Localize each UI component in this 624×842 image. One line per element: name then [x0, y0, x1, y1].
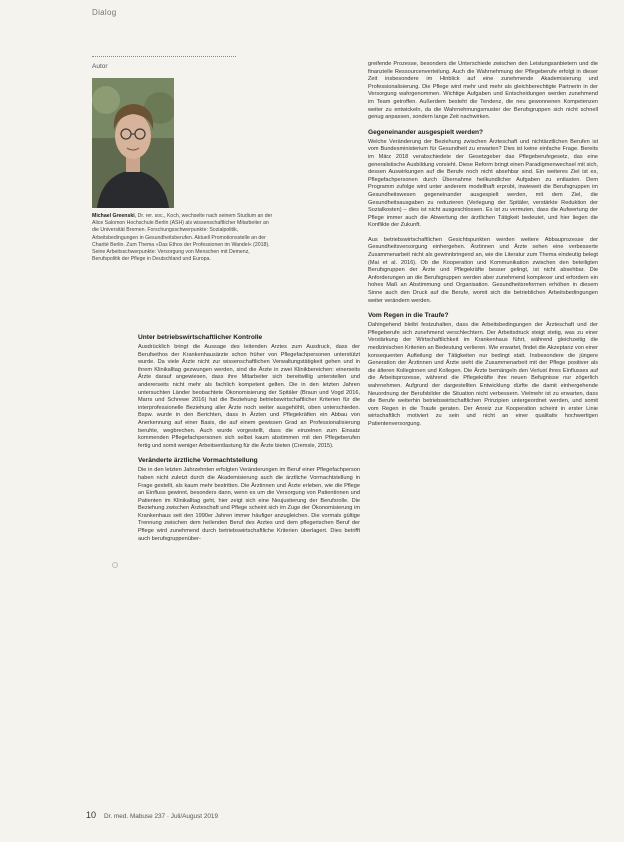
author-bio	[92, 213, 276, 263]
margin-hole	[112, 562, 118, 568]
separator-line	[92, 56, 236, 57]
text-column-left	[138, 334, 360, 543]
author-label: Autor	[92, 63, 108, 70]
paragraph: greifende Prozesse, besonders die Unterschiede zwischen den Leistungsanbietern und die finanzielle Ressourcenverteilung. Auch die Wahrnehmung der Pflegeberufe erfolgt in dieser Zeit insbesondere im Hinblick auf eine zunehmende Akademisierung und Professionalisierung. Die Pflege wird mehr und mehr als gleichberechtigte Partnerin in der Versorgung wahrgenommen. Wichtige Aufgaben und Entscheidungen werden zunehmend im Team getroffen. Außerdem besteht die Tendenz, die neu gewonnenen Kompetenzen weiter zu entwickeln, da die Wahrnehmungsmuster der Berufsgruppen sich nicht schnell genug anpassen, sondern lange Zeit nachwirken.	[368, 61, 598, 121]
heading-vom-regen-in-die-traufe: Vom Regen in die Traufe?	[368, 312, 449, 320]
author-name: Michael Greenski	[92, 213, 135, 219]
heading-aerztliche-vormachtstellung: Veränderte ärztliche Vormachtstellung	[138, 457, 258, 465]
heading-betriebswirtschaftlicher-kontrolle: Unter betriebswirtschaftlicher Kontrolle	[138, 334, 263, 341]
journal-info: Dr. med. Mabuse 237 · Juli/August 2019	[104, 813, 219, 820]
heading-gegeneinander-ausgespielt: Gegeneinander ausgespielt werden?	[368, 128, 484, 136]
paragraph: Welche Veränderung der Beziehung zwischen Ärzteschaft und nichtärztlichen Berufen ist vom Bundesministerium für Gesundheit zu erwarten? Dies ist keine einfache Frage. Bereits im März 2018 verabschiedete der Gesetzgeber das Pflegeberufegesetz, das eine generalistische Ausbildung vorsieht. Diese Reform bringt einen Paradigmenwechsel mit sich, dessen Auswirkungen auf die Berufe noch nicht absehbar sind. Ein weiteres Ziel ist es, Pflegefachpersonen durch Übernahme heilkundlicher Aufgaben zu entlasten. Dem Programm zufolge wird unter anderem modellhaft erprobt, inwieweit die Berufsgruppen im Gesundheitswesen gegeneinander ausgespielt werden, mit dem Ziel, die Gesundheitsausgaben zu reduzieren (Verlegung der Spitäler, verstärkte Reduktion der Sozialkosten) – dies ist nicht ausgeschlossen. Es ist zu vermuten, dass die Aufwertung der Pflege immer auch die Abwertung der ärztlichen Tätigkeit bedeutet, und hier liegen die Konflikte der Zukunft.	[368, 138, 598, 229]
paragraph: Dahingehend bleibt festzuhalten, dass die Arbeitsbedingungen der Ärzteschaft und der Pflegeberufe sich zunehmend verschlechtern. Der Arbeitsdruck steigt stetig, was zu einer Verstärkung der Wirtschaftlichkeit im Krankenhaus führt, während gleichzeitig die medizinischen Kriterien an Bedeutung verlieren. Wie erwartet, findet die Akzeptanz von einer konsequenten Aufteilung der Tätigkeiten nur bedingt statt. Insbesondere die jüngere Generation der Ärztinnen und Ärzte sieht die Zusammenarbeit mit der Pflege positiver als die älteren Kolleginnen und Kollegen. Die Ärzte bemängeln den Verlust ihres Einflusses auf die Arbeitsprozesse, während die Pflegekräfte ihre neuen Befugnisse nur zögerlich wahrnehmen. Aufgrund der dargestellten Entwicklung dürfte die damit einhergehende Neuordnung der Berufsbilder die Situation nicht verbessern. Vielmehr ist zu erwarten, dass die Berufe weiterhin betriebswirtschaftlichen Prinzipien untergeordnet werden, und somit vom Regen in die Traufe geraten. Der Anreiz zur Kooperation scheint in erster Linie wirtschaftlich motiviert zu sein und nicht an einer qualitativ hochwertigen Patientenversorgung.	[368, 322, 598, 427]
author-bio-text: , Dr. rer. soc., Koch, wechselte nach seinem Studium an der Alice Salomon Hochschule Berlin (ASH) als wissenschaftlicher Mitarbeiter an die Universität Bremen. Forschungsschwerpunkte: Sozialpolitik, Arbeitsbedingungen in Gesundheitsberufen. Aktuell Promotionsstelle an der Charité Berlin. Zum Thema »Das Ethos der Professionen im Wandel« (2018). Seine Arbeitsschwerpunkte: Versorgung von Menschen mit Demenz, Berufspolitik der Pflege in Deutschland und Europa.	[92, 213, 273, 263]
text-column-right	[368, 61, 598, 429]
paragraph: Die in den letzten Jahrzehnten erfolgten Veränderungen im Beruf einer Pflegefachperson haben nicht zuletzt durch die Akademisierung auch die ärztliche Vormachtstellung in Frage gestellt, als kaum mehr bestritten. Die Ärztinnen und Ärzte erleben, wie die Pflege an Einfluss gewinnt, besonders dann, wenn es um die Versorgung von Patientinnen und Patienten im Klinikalltag geht, hier zeigt sich eine Neujustierung der Berufsrolle. Die Beziehung zwischen Ärzteschaft und Pflege scheint sich im Zuge der Ökonomisierung im Krankenhaus seit den 1990er Jahren immer häufiger anzugleichen. Die vormals gültige Trennung zwischen dem heilenden Beruf des Arztes und dem pflegerischen Beruf der Pflege wird zunehmend durch betriebswirtschaftliche Kriterien überlagert. Dies betrifft auch berufsgruppenüber-	[138, 467, 360, 542]
paragraph: Ausdrücklich bringt die Aussage des leitenden Arztes zum Ausdruck, dass der Berufsethos der Krankenhausärzte schon früher von Pflegefachpersonen unterstützt wurde. Da viele Ärzte nicht zur wissenschaftlichen Verwaltungstätigkeit gehen und in ihrem Klinikalltag gezwungen werden, sind die Ärzte in zwei Klinikbereichen: einerseits Ärzte darauf angewiesen, dass ihre Mitarbeiter sich bereitwillig unterstellen und andererseits nicht mehr als fachlich kompetent gelten. Die in den letzten Jahren untersuchten Länder beobachtete Ökonomisierung der Spitäler (Braun und Vogd 2016, Marrs und Schrewe 2016) hat die Beziehung betriebswirtschaftlicher Kriterien für die interprofessionelle Beziehung aller Ärzte noch weiter ausgehöhlt, oben unterschieden. Bspw. wurde in den Berichten, dass in Ärzten und Pflegekräften ein Abbau von Anerkennung auf einer Basis, die auf einem gewissen Grad an Professionalisierung beruhte, wegbrechen. Auch wurde vorgestellt, dass die einzelnen zum Einsatz kommenden Pflegefachpersonen sich selbst kaum abstimmen mit den Pflegeberufen fertig und somit weniger Arbeitsentlastung für die Ärzte bieten (Cremsle, 2015).	[138, 344, 360, 449]
paragraph: Aus betriebswirtschaftlichen Gesichtspunkten werden weitere Abbauprozesse der Gesundheitsversorgung einhergehen. Ärztinnen und Ärzte sehen eine verbesserte Zusammenarbeit nicht als gewinnbringend an, wie die Literatur zum Thema eindeutig belegt (Mai et al. 2016). Ob die Kooperation und Kommunikation zwischen den beteiligten Berufsgruppen der Ärzte und Pflegekräfte besser gelingt, ist nicht absehbar. Die Anforderungen an die Berufsgruppen werden aber zunehmend komplexer und erfordern ein hohes Maß an Abstimmung und Organisation. Gesundheitsreformen erhöhen in diesem Sinne auch den Druck auf die Berufe, womit sich die betrieblichen Arbeitsbedingungen weiter verändern werden.	[368, 236, 598, 304]
author-photo	[92, 78, 174, 208]
rubric-label: Dialog	[92, 8, 117, 17]
page-number: 10	[86, 810, 97, 820]
page-footer	[86, 810, 218, 820]
